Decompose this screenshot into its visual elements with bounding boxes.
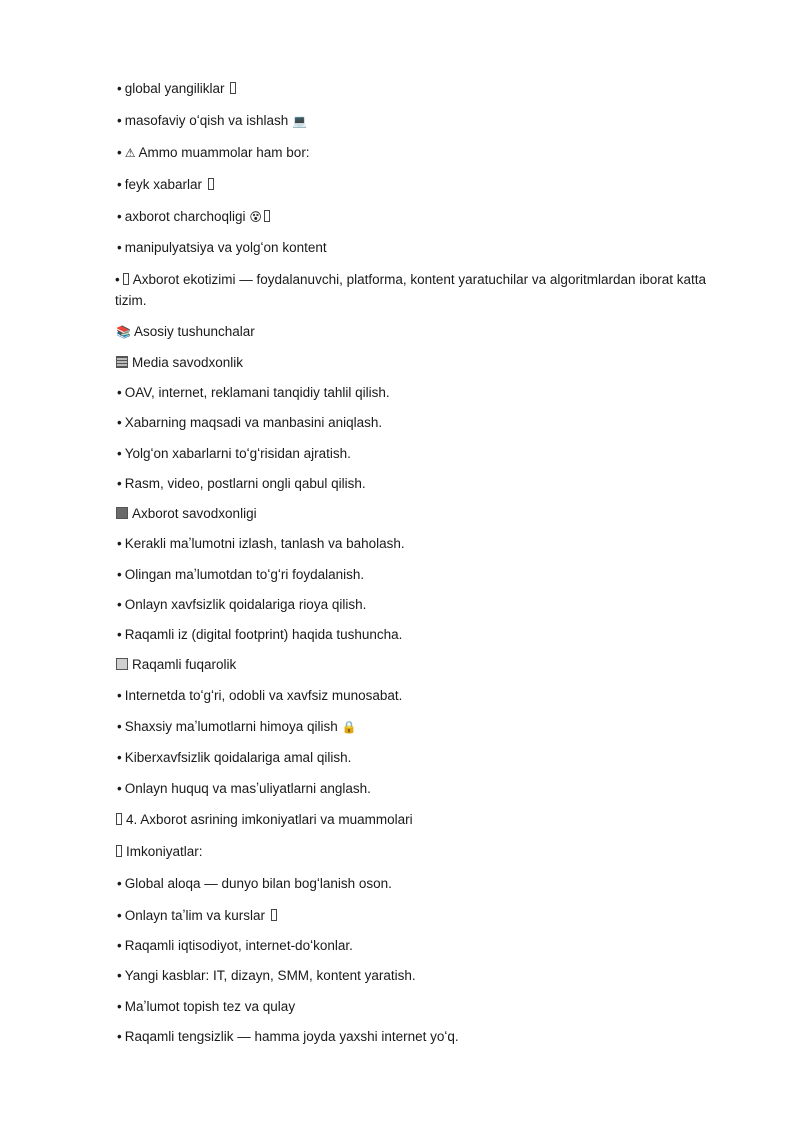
list-item [117, 594, 737, 615]
missing-glyph-icon [208, 178, 214, 190]
section-heading [116, 352, 736, 373]
list-item [117, 873, 737, 894]
list-item-text: Raqamli iqtisodiyot, internet-doʻkonlar. [124, 938, 353, 953]
bullet-mark: • [117, 781, 122, 796]
laptop-icon: 💻 [292, 114, 308, 128]
list-item [117, 1026, 737, 1047]
missing-glyph-icon [123, 273, 129, 285]
list-item [117, 716, 737, 738]
list-item [117, 110, 737, 132]
bullet-mark: • [117, 908, 122, 923]
list-item [117, 624, 737, 645]
list-item-text: OAV, internet, reklamani tanqidiy tahlil qilish. [124, 385, 390, 400]
list-item-text: Kerakli maʼlumotni izlash, tanlash va baholash. [124, 536, 405, 551]
list-item [117, 382, 737, 403]
list-item-text: Axborot ekotizimi — foydalanuvchi, platforma, kontent yaratuchilar va algoritmlardan iborat katta tizim. [115, 272, 707, 308]
list-item-text: manipulyatsiya va yolgʻon kontent [124, 240, 327, 255]
bullet-mark: • [117, 999, 122, 1014]
list-item [117, 237, 737, 258]
list-item [117, 905, 737, 926]
list-item-text: Raqamli iz (digital footprint) haqida tushuncha. [124, 627, 403, 642]
section-heading-text: Axborot savodxonligi [132, 506, 257, 521]
bullet-mark: • [117, 719, 122, 734]
bullet-mark: • [117, 209, 122, 224]
list-item-text: Maʼlumot topish tez va qulay [124, 999, 296, 1014]
bullet-mark: • [117, 750, 122, 765]
section-heading-text: 4. Axborot asrining imkoniyatlari va muammolari [126, 812, 413, 827]
warning-icon: ⚠ [124, 146, 136, 160]
list-item [117, 206, 737, 228]
bullet-mark: • [117, 415, 122, 430]
dizzy-face-icon: 😵 [249, 210, 262, 224]
list-item-text: axborot charchoqligi [124, 209, 246, 224]
section-heading-text: Media savodxonlik [132, 355, 244, 370]
bullet-mark: • [117, 688, 122, 703]
section-heading [116, 809, 736, 830]
list-item [117, 174, 737, 195]
list-item-text: global yangiliklar [124, 81, 225, 96]
list-item [117, 473, 737, 494]
missing-glyph-icon [116, 845, 122, 857]
list-item [117, 533, 737, 554]
list-item-text: Internetda toʻgʻri, odobli va xavfsiz munosabat. [124, 688, 403, 703]
bullet-mark: • [117, 627, 122, 642]
list-item [115, 269, 740, 311]
list-item-text: Raqamli tengsizlik — hamma joyda yaxshi internet yoʻq. [124, 1029, 459, 1044]
list-item [117, 778, 737, 799]
bullet-mark: • [117, 968, 122, 983]
missing-glyph-icon [116, 813, 122, 825]
bullet-mark: • [117, 113, 122, 128]
list-item [117, 685, 737, 706]
dark-square-icon [116, 507, 128, 519]
list-item-text: Olingan maʼlumotdan toʻgʻri foydalanish. [124, 567, 365, 582]
list-item-text: Ammo muammolar ham bor: [138, 145, 310, 160]
books-icon: 📚 [116, 325, 131, 339]
bullet-mark: • [117, 81, 122, 96]
section-heading-text: Raqamli fuqarolik [132, 657, 237, 672]
bullet-mark: • [117, 536, 122, 551]
section-heading [116, 503, 736, 524]
list-item-text: masofaviy oʻqish va ishlash [124, 113, 289, 128]
missing-glyph-icon [271, 909, 277, 921]
list-item-text: Yangi kasblar: IT, dizayn, SMM, kontent yaratish. [124, 968, 416, 983]
light-square-icon [116, 658, 128, 670]
section-heading [116, 321, 736, 343]
list-item [117, 443, 737, 464]
list-item-text: Xabarning maqsadi va manbasini aniqlash. [124, 415, 383, 430]
list-item-text: Global aloqa — dunyo bilan bogʻlanish oson. [124, 876, 392, 891]
list-item-text: Onlayn huquq va masʼuliyatlarni anglash. [124, 781, 371, 796]
list-item [117, 935, 737, 956]
list-item-text: Onlayn xavfsizlik qoidalariga rioya qilish. [124, 597, 367, 612]
list-item-text: Shaxsiy maʼlumotlarni himoya qilish [124, 719, 338, 734]
list-item-text: Onlayn taʼlim va kurslar [124, 908, 266, 923]
bullet-mark: • [117, 385, 122, 400]
bullet-mark: • [117, 177, 122, 192]
list-item [117, 747, 737, 768]
striped-square-icon [116, 356, 128, 368]
bullet-mark: • [117, 1029, 122, 1044]
bullet-mark: • [115, 272, 120, 287]
list-item [117, 78, 737, 99]
bullet-mark: • [117, 446, 122, 461]
list-item-text: Yolgʻon xabarlarni toʻgʻrisidan ajratish. [124, 446, 351, 461]
list-item [117, 564, 737, 585]
list-item [117, 996, 737, 1017]
bullet-mark: • [117, 145, 122, 160]
section-heading [116, 654, 736, 675]
section-heading [116, 841, 736, 862]
bullet-mark: • [117, 476, 122, 491]
list-item [117, 412, 737, 433]
list-item [117, 142, 737, 164]
missing-glyph-icon [264, 210, 270, 222]
list-item-text: Kiberxavfsizlik qoidalariga amal qilish. [124, 750, 352, 765]
list-item-text: feyk xabarlar [124, 177, 203, 192]
bullet-mark: • [117, 597, 122, 612]
bullet-mark: • [117, 567, 122, 582]
list-item-text: Rasm, video, postlarni ongli qabul qilish. [124, 476, 366, 491]
section-heading-text: Imkoniyatlar: [126, 844, 203, 859]
list-item [117, 965, 737, 986]
section-heading-text: Asosiy tushunchalar [133, 324, 255, 339]
bullet-mark: • [117, 240, 122, 255]
missing-glyph-icon [230, 82, 236, 94]
bullet-mark: • [117, 876, 122, 891]
lock-icon: 🔒 [341, 720, 357, 734]
bullet-mark: • [117, 938, 122, 953]
